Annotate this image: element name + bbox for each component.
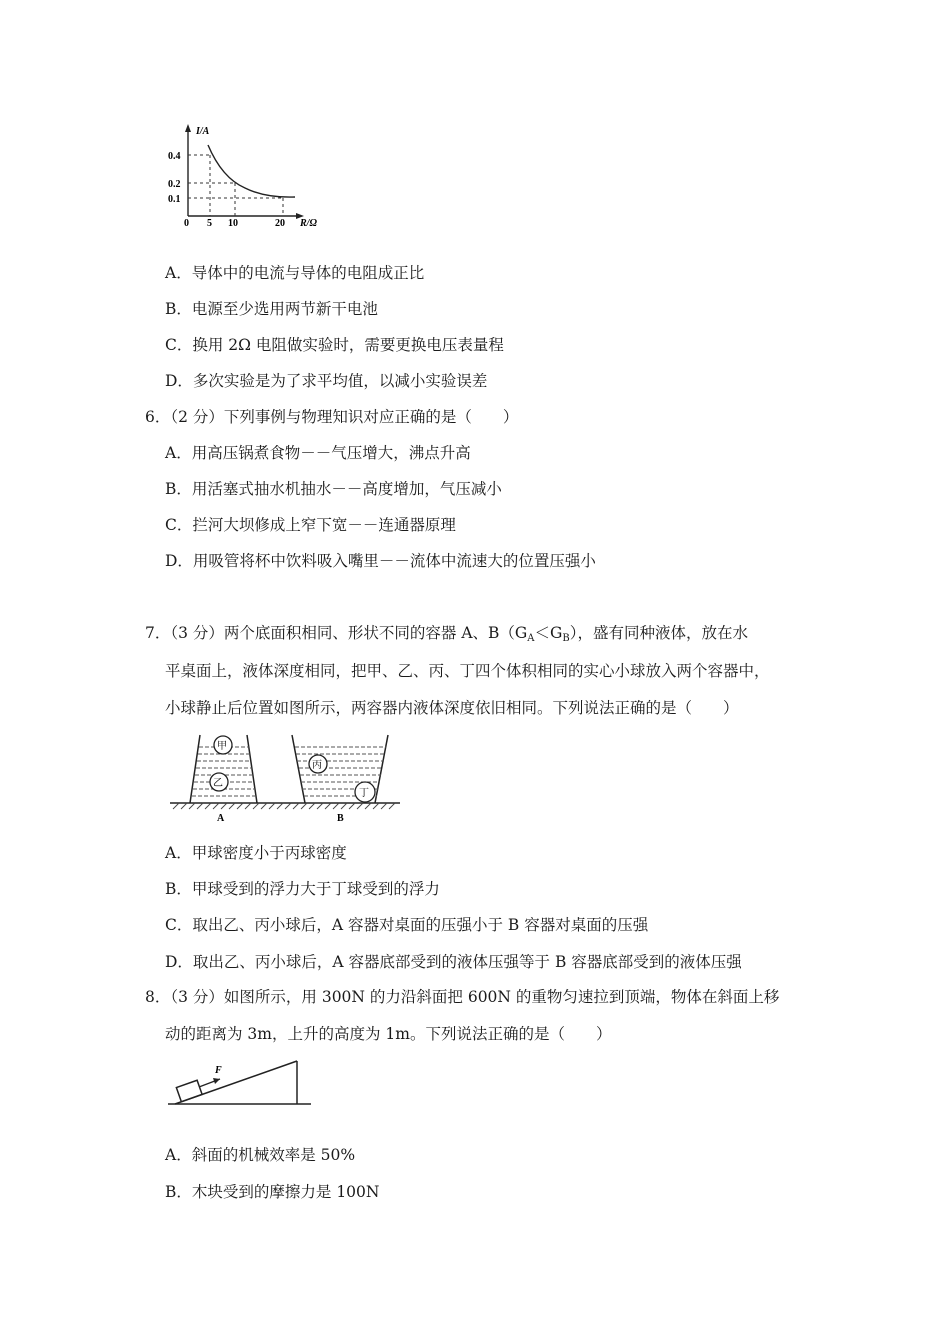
- container-b-label: B: [337, 813, 344, 824]
- containers-figure: [165, 730, 405, 825]
- x-tick: 10: [228, 218, 238, 229]
- q7-stem-line1: [145, 623, 748, 643]
- block: [176, 1080, 202, 1101]
- q5-option-a: A．导体中的电流与导体的电阻成正比: [165, 264, 425, 282]
- q5-option-c: C．换用 2Ω 电阻做实验时，需要更换电压表量程: [165, 336, 504, 354]
- q7-stem-line2: 平桌面上，液体深度相同，把甲、乙、丙、丁四个体积相同的实心小球放入两个容器中，: [165, 662, 770, 680]
- x-tick: 0: [184, 218, 189, 229]
- force-label: F: [215, 1065, 222, 1076]
- y-axis-label: I/A: [196, 126, 210, 137]
- current-resistance-graph: [160, 120, 340, 230]
- q6-option-d: D．用吸管将杯中饮料吸入嘴里－－流体中流速大的位置压强小: [165, 552, 596, 570]
- q7-stem-line3: 小球静止后位置如图所示，两容器内液体深度依旧相同。下列说法正确的是（ ）: [165, 699, 739, 717]
- q8-option-a: A．斜面的机械效率是 50%: [165, 1146, 356, 1164]
- q8-option-b: B．木块受到的摩擦力是 100N: [165, 1183, 380, 1201]
- q8-stem-line1: 8．（3 分）如图所示，用 300N 的力沿斜面把 600N 的重物匀速拉到顶端，物体在斜面上移: [145, 988, 780, 1006]
- q8-stem-line2: 动的距离为 3m，上升的高度为 1m。下列说法正确的是（ ）: [165, 1025, 612, 1043]
- incline-figure: [165, 1055, 315, 1110]
- y-tick: 0.1: [168, 194, 181, 205]
- q7-sub-b: B: [562, 633, 570, 644]
- x-axis-label: R/Ω: [300, 218, 317, 229]
- y-tick: 0.2: [168, 179, 181, 190]
- y-tick: 0.4: [168, 151, 181, 162]
- ball-bing-label: 丙: [312, 760, 322, 771]
- q7-lt: ＜G: [534, 624, 563, 642]
- ball-ding-label: 丁: [359, 788, 369, 799]
- q7-stem-part1: 7．（3 分）两个底面积相同、形状不同的容器 A、B（G: [145, 624, 528, 642]
- x-tick: 20: [275, 218, 285, 229]
- q6-stem: 6．（2 分）下列事例与物理知识对应正确的是（ ）: [145, 408, 519, 426]
- q6-option-a: A．用高压锅煮食物－－气压增大，沸点升高: [165, 444, 471, 462]
- q7-sub-a: A: [527, 633, 535, 644]
- x-tick: 5: [207, 218, 212, 229]
- q6-option-c: C．拦河大坝修成上窄下宽－－连通器原理: [165, 516, 456, 534]
- container-a-label: A: [217, 813, 225, 824]
- ball-jia-label: 甲: [217, 741, 227, 752]
- q7-option-a: A．甲球密度小于丙球密度: [165, 844, 347, 862]
- q7-option-d: D．取出乙、丙小球后，A 容器底部受到的液体压强等于 B 容器底部受到的液体压强: [165, 953, 742, 971]
- q6-option-b: B．用活塞式抽水机抽水－－高度增加，气压减小: [165, 480, 502, 498]
- q5-option-b: B．电源至少选用两节新干电池: [165, 300, 378, 318]
- ball-yi-label: 乙: [213, 778, 223, 789]
- q7-stem-part2: ），盛有同种液体，放在水: [569, 624, 749, 642]
- q7-option-b: B．甲球受到的浮力大于丁球受到的浮力: [165, 880, 440, 898]
- q7-option-c: C．取出乙、丙小球后，A 容器对桌面的压强小于 B 容器对桌面的压强: [165, 916, 649, 934]
- q5-option-d: D．多次实验是为了求平均值，以减小实验误差: [165, 372, 488, 390]
